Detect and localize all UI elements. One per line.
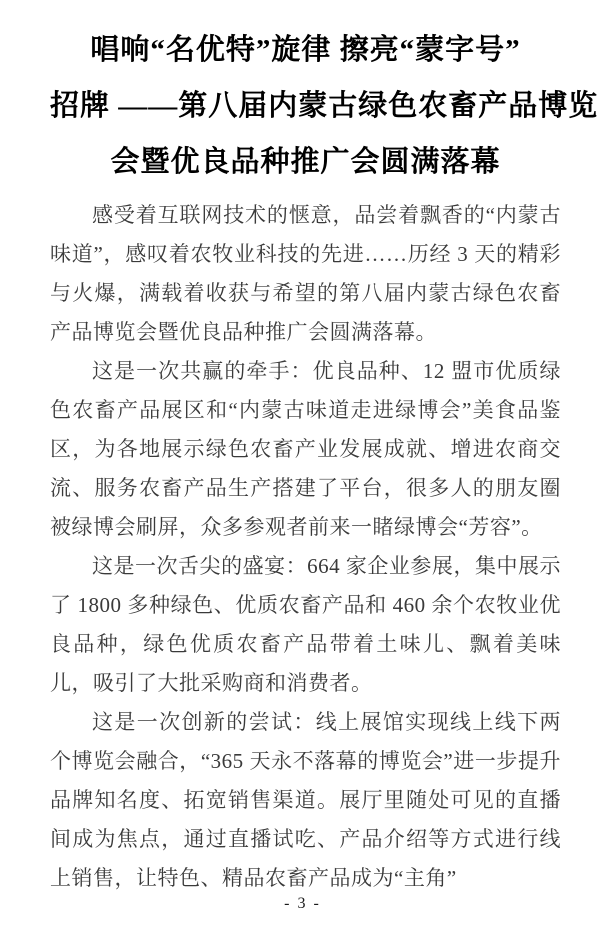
- paragraph-intro: 感受着互联网技术的惬意，品尝着飘香的“内蒙古味道”，感叹着农牧业科技的先进……历经 3 天的精彩与火爆，满载着收获与希望的第八届内蒙古绿色农畜产品博览会暨优良品种推广会圆满落幕。: [50, 203, 561, 344]
- paragraph-feast: 这是一次舌尖的盛宴：664 家企业参展，集中展示了 1800 多种绿色、优质农畜产品和 460 余个农牧业优良品种，绿色优质农畜产品带着土味儿、飘着美味儿，吸引了大批采购商和消费者。: [50, 554, 561, 695]
- title-line-2: 招牌 ——第八届内蒙古绿色农畜产品博览: [50, 90, 599, 122]
- page-number: - 3 -: [284, 895, 321, 912]
- document-title: [50, 22, 599, 190]
- paragraph-innovation: 这是一次创新的尝试：线上展馆实现线上线下两个博览会融合，“365 天永不落幕的博览会”进一步提升品牌知名度、拓宽销售渠道。展厅里随处可见的直播间成为焦点，通过直播试吃、产品介绍等方式进行线上销售，让特色、精品农畜产品成为“主角”: [50, 710, 561, 890]
- document-body: [50, 196, 561, 898]
- paragraph-winwin: 这是一次共赢的牵手：优良品种、12 盟市优质绿色农畜产品展区和“内蒙古味道走进绿博会”美食品鉴区，为各地展示绿色农畜产业发展成就、增进农商交流、服务农畜产品生产搭建了平台，很多人的朋友圈被绿博会刷屏，众多参观者前来一睹绿博会“芳容”。: [50, 359, 561, 539]
- title-line-3: 会暨优良品种推广会圆满落幕: [110, 146, 501, 178]
- title-line-1: 唱响“名优特”旋律 擦亮“蒙字号”: [90, 34, 521, 66]
